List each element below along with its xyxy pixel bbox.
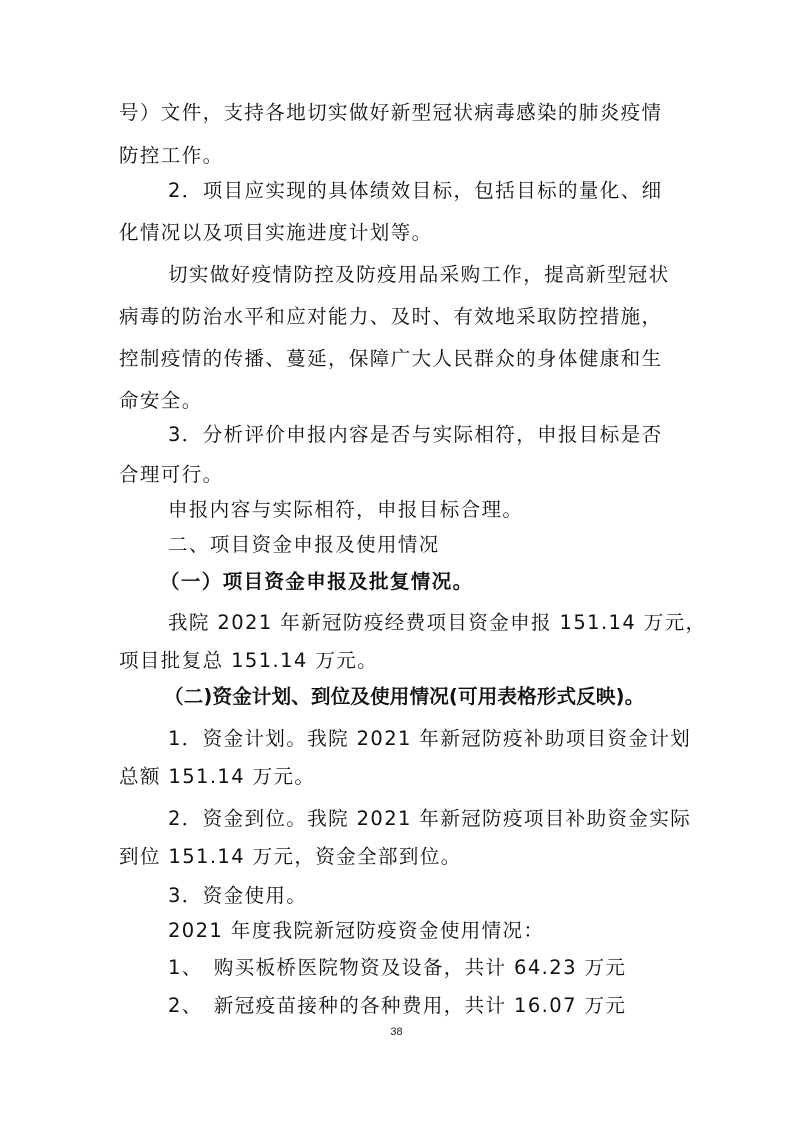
fund-arrival-line-1: 2．资金到位。我院 2021 年新冠防疫项目补助资金实际 [168, 807, 692, 830]
item3-question-line-2: 合理可行。 [119, 463, 224, 486]
page-number: 38 [390, 1026, 403, 1038]
fund-usage-item-1: 1、 购买板桥医院物资及设备，共计 64.23 万元 [168, 956, 627, 979]
item3-question-line-1: 3．分析评价申报内容是否与实际相符，申报目标是否 [168, 423, 663, 446]
section2-heading: 二、项目资金申报及使用情况 [168, 533, 440, 556]
item2-answer-line-3: 控制疫情的传播、蔓延，保障广大人民群众的身体健康和生 [119, 347, 663, 370]
item3-answer-line: 申报内容与实际相符，申报目标合理。 [168, 498, 524, 521]
item2-question-line-2: 化情况以及项目实施进度计划等。 [119, 221, 433, 244]
subsection1-heading: （一）项目资金申报及批复情况。 [160, 570, 474, 593]
fund-usage-heading: 3．资金使用。 [168, 884, 308, 907]
fund-plan-line-2: 总额 151.14 万元。 [119, 765, 316, 788]
fund-arrival-line-2: 到位 151.14 万元，资金全部到位。 [119, 845, 462, 868]
subsection1-body-line-1: 我院 2021 年新冠防疫经费项目资金申报 151.14 万元， [168, 611, 707, 634]
intro-continuation-line-2: 防控工作。 [119, 144, 224, 167]
intro-continuation-line-1: 号）文件，支持各地切实做好新型冠状病毒感染的肺炎疫情 [119, 101, 663, 124]
fund-plan-line-1: 1．资金计划。我院 2021 年新冠防疫补助项目资金计划 [168, 727, 692, 750]
subsection2-heading: （二)资金计划、到位及使用情况(可用表格形式反映)。 [164, 685, 645, 708]
fund-usage-intro: 2021 年度我院新冠防疫资金使用情况： [168, 919, 545, 942]
subsection1-body-line-2: 项目批复总 151.14 万元。 [119, 649, 379, 672]
item2-question-line-1: 2．项目应实现的具体绩效目标，包括目标的量化、细 [168, 179, 663, 202]
fund-usage-item-2: 2、 新冠疫苗接种的各种费用，共计 16.07 万元 [168, 994, 627, 1017]
item2-answer-line-2: 病毒的防治水平和应对能力、及时、有效地采取防控措施， [119, 305, 663, 328]
item2-answer-line-4: 命安全。 [119, 389, 203, 412]
item2-answer-line-1: 切实做好疫情防控及防疫用品采购工作，提高新型冠状 [168, 263, 670, 286]
